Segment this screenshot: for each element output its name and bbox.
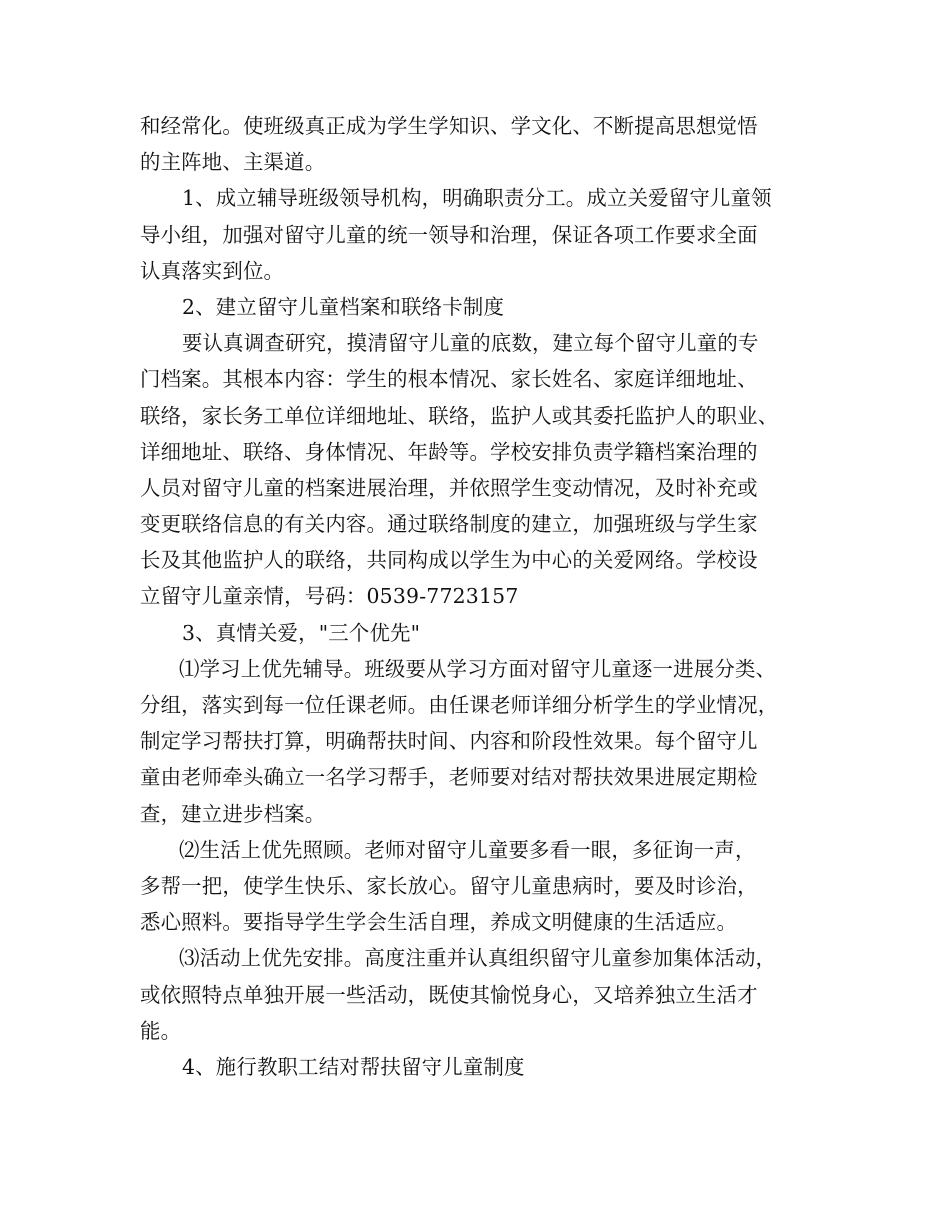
text-line: 要认真调查研究，摸清留守儿童的底数，建立每个留守儿童的专 (182, 331, 759, 356)
text-line: 多帮一把，使学生快乐、家长放心。留守儿童患病时，要及时诊治， (140, 873, 758, 898)
text-line: 导小组，加强对留守儿童的统一领导和治理，保证各项工作要求全面 (140, 222, 758, 247)
text-line: 悉心照料。要指导学生学会生活自理，养成文明健康的生活适应。 (140, 910, 738, 935)
text-line: ⑴学习上优先辅导。班级要从学习方面对留守儿童逐一进展分类、 (179, 656, 777, 681)
document-body (140, 108, 830, 1085)
text-line: 联络，家长务工单位详细地址、联络，监护人或其委托监护人的职业、 (140, 403, 779, 428)
text-line: 详细地址、联络、身体情况、年龄等。学校安排负责学籍档案治理的 (140, 439, 758, 464)
text-line: 和经常化。使班级真正成为学生学知识、学文化、不断提高思想觉悟 (140, 114, 758, 138)
text-line: 的主阵地、主渠道。 (140, 150, 326, 175)
text-line: 或依照特点单独开展一些活动，既使其愉悦身心，又培养独立生活才 (140, 982, 758, 1007)
text-line: 能。 (140, 1018, 182, 1043)
text-line: 制定学习帮扶打算，明确帮扶时间、内容和阶段性效果。每个留守儿 (140, 729, 758, 754)
text-line: ⑵生活上优先照顾。老师对留守儿童要多看一眼，多征询一声， (179, 837, 756, 862)
text-line: 认真落实到位。 (140, 258, 285, 283)
text-line: 3、真情关爱，"三个优先" (182, 620, 421, 645)
text-line: 2、建立留守儿童档案和联络卡制度 (182, 294, 505, 319)
text-line: 查，建立进步档案。 (140, 801, 326, 826)
text-line: 4、施行教职工结对帮扶留守儿童制度 (182, 1054, 525, 1079)
text-line: 立留守儿童亲情，号码：0539-7723157 (140, 584, 519, 609)
text-line: 1、成立辅导班级领导机构，明确职责分工。成立关爱留守儿童领 (182, 186, 772, 211)
text-line: 人员对留守儿童的档案进展治理，并依照学生变动情况，及时补充或 (140, 475, 758, 500)
text-line: 童由老师牵头确立一名学习帮手，老师要对结对帮扶效果进展定期检 (140, 765, 758, 790)
text-line: 变更联络信息的有关内容。通过联络制度的建立，加强班级与学生家 (140, 512, 758, 537)
text-line: 长及其他监护人的联络，共同构成以学生为中心的关爱网络。学校设 (140, 548, 758, 573)
text-line: ⑶活动上优先安排。高度注重并认真组织留守儿童参加集体活动， (179, 946, 777, 971)
text-line: 门档案。其根本内容：学生的根本情况、家长姓名、家庭详细地址、 (140, 367, 758, 392)
text-line: 分组，落实到每一位任课老师。由任课老师详细分析学生的学业情况， (140, 693, 779, 717)
